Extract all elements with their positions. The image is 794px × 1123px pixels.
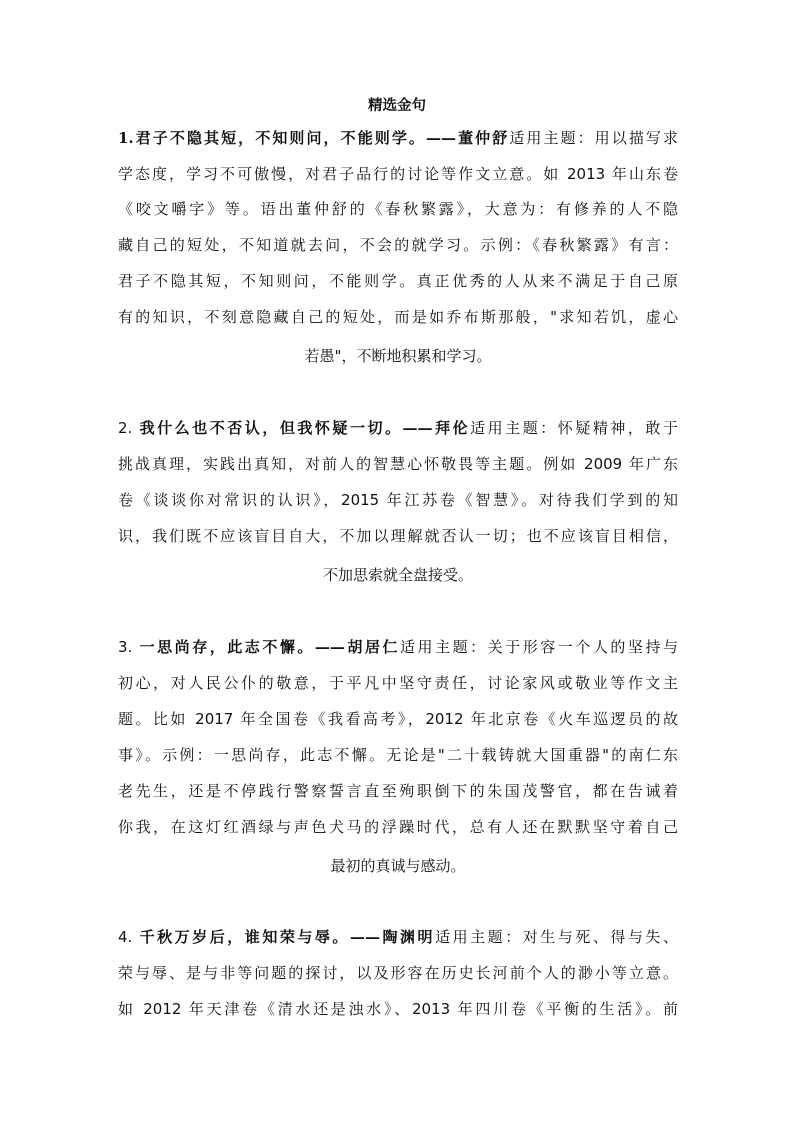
paragraph-line xyxy=(118,525,678,547)
paragraph-line xyxy=(118,855,678,877)
body-text: 荣与辱、是与非等问题的探讨，以及形容在历史长河前个人的渺小等立意。 xyxy=(118,964,678,982)
paragraph-line xyxy=(118,564,678,586)
body-text: 挑战真理，实践出真知，对前人的智慧心怀敬畏等主题。例如 2009 年广东 xyxy=(118,455,678,473)
body-text: 适用主题：关于形容一个人的坚持与 xyxy=(400,638,678,656)
paragraph-line xyxy=(118,962,678,984)
body-text: 初心，对人民公仆的敬意，于平凡中坚守责任，讨论家风或敬业等作文主 xyxy=(118,674,678,692)
body-text: 你我，在这灯红酒绿与声色犬马的浮躁时代，总有人还在默默坚守着自己 xyxy=(118,818,678,836)
body-text: 老先生，还是不停践行警察誓言直至殉职倒下的朱国茂警官，都在告诫着 xyxy=(118,782,678,800)
body-text: 适用主题：怀疑精神，敢于 xyxy=(470,419,678,437)
paragraph-line xyxy=(118,998,678,1020)
quote-text: 一思尚存，此志不懈。——胡居仁 xyxy=(139,638,401,656)
body-text: 有的知识，不刻意隐藏自己的短处，而是如乔布斯那般，"求知若饥，虚心 xyxy=(118,308,678,326)
item-number: 2. xyxy=(118,419,140,437)
paragraph-line xyxy=(118,345,678,367)
body-text: 君子不隐其短，不知则问，不能则学。真正优秀的人从来不满足于自己原 xyxy=(118,272,678,290)
paragraph-line xyxy=(118,453,678,475)
body-text: 藏自己的短处，不知道就去问，不会的就学习。示例：《春秋繁露》有言： xyxy=(118,236,678,254)
body-text: 适用主题：对生与死、得与失、 xyxy=(435,928,678,946)
body-text: 最初的真诚与感动。 xyxy=(330,857,466,875)
paragraph-line xyxy=(118,672,678,694)
quote-text: 我什么也不否认，但我怀疑一切。——拜伦 xyxy=(139,419,471,437)
paragraph-line xyxy=(118,489,678,511)
paragraph-line xyxy=(118,780,678,802)
body-text: 学态度，学习不可傲慢，对君子品行的讨论等作文立意。如 2013 年山东卷 xyxy=(118,165,678,183)
paragraph-line xyxy=(118,708,678,730)
paragraph-line xyxy=(118,744,678,766)
paragraph-line xyxy=(118,127,678,149)
body-text: 《咬文嚼字》等。语出董仲舒的《春秋繁露》，大意为：有修养的人不隐 xyxy=(118,200,678,218)
paragraph-line xyxy=(118,306,678,328)
body-text: 识，我们既不应该盲目自大，不加以理解就否认一切；也不应该盲目相信， xyxy=(118,527,678,545)
body-text: 不加思索就全盘接受。 xyxy=(322,566,473,584)
paragraph-line xyxy=(118,926,678,948)
body-text: 事》。示例：一思尚存，此志不懈。无论是"二十载铸就大国重器"的南仁东 xyxy=(118,746,678,764)
body-text: 题。比如 2017 年全国卷《我看高考》，2012 年北京卷《火车巡逻员的故 xyxy=(118,710,678,728)
paragraph-line xyxy=(118,234,678,256)
item-number: 3. xyxy=(118,638,140,656)
item-number: 4. xyxy=(118,928,140,946)
paragraph-line xyxy=(118,417,678,439)
body-text: 卷《谈谈你对常识的认识》，2015 年江苏卷《智慧》。对待我们学到的知 xyxy=(118,491,678,509)
quote-text: 1.君子不隐其短，不知则问，不能则学。——董仲舒 xyxy=(118,129,510,147)
body-text: 适用主题：用以描写求 xyxy=(509,129,678,147)
paragraph-line xyxy=(118,636,678,658)
body-text: 若愚"，不断地积累和学习。 xyxy=(304,347,492,365)
quote-text: 千秋万岁后，谁知荣与辱。——陶渊明 xyxy=(139,928,436,946)
paragraph-line xyxy=(118,816,678,838)
page-title: 精选金句 xyxy=(368,97,426,114)
paragraph-line xyxy=(118,270,678,292)
body-text: 如 2012 年天津卷《清水还是浊水》、2013 年四川卷《平衡的生活》。前 xyxy=(118,1000,678,1018)
paragraph-line xyxy=(118,163,678,185)
paragraph-line xyxy=(118,198,678,220)
